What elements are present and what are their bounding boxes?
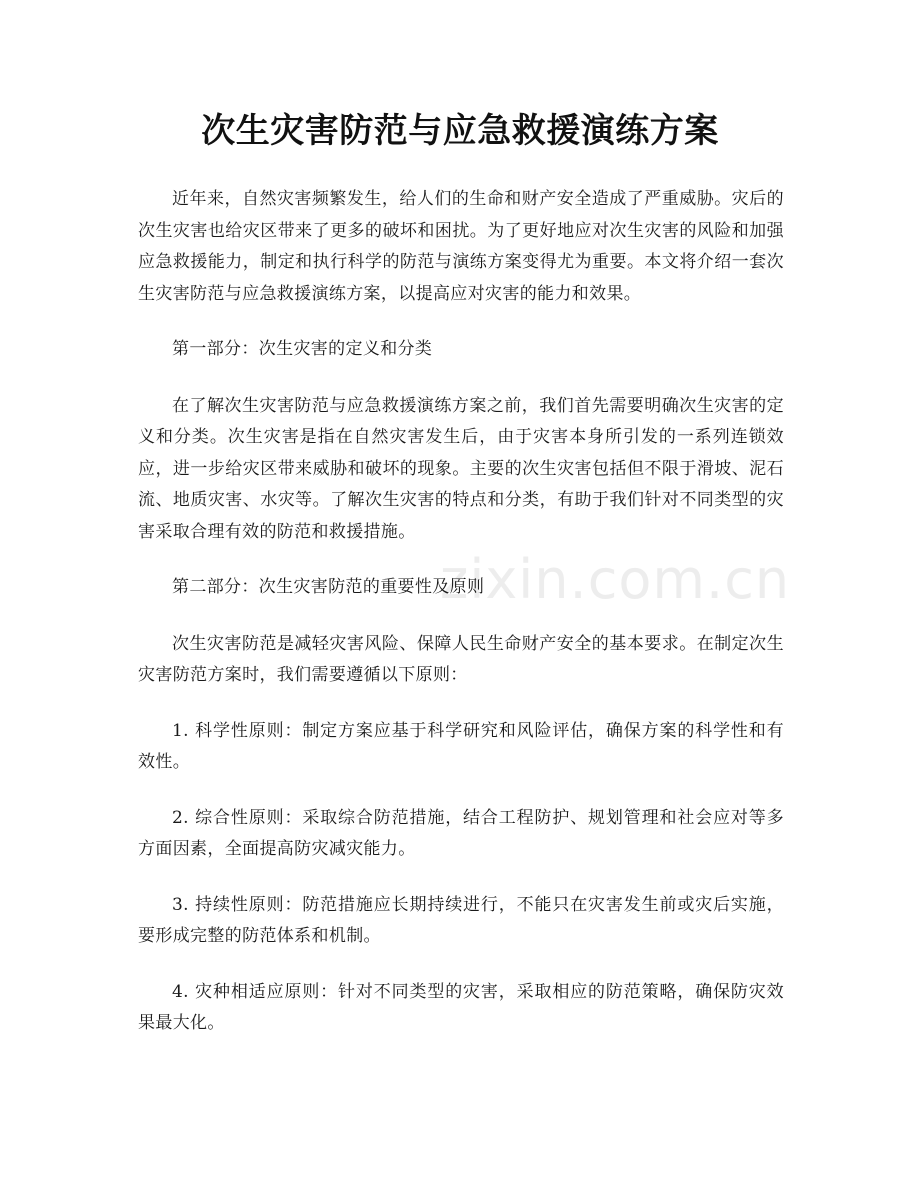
principle-item-2: 2. 综合性原则：采取综合防范措施，结合工程防护、规划管理和社会应对等多方面因素，全面提高防灾减灾能力。 (138, 807, 784, 859)
document-title: 次生灾害防范与应急救援演练方案 (201, 111, 719, 151)
principles-intro-paragraph: 次生灾害防范是减轻灾害风险、保障人民生命财产安全的基本要求。在制定次生灾害防范方案时，我们需要遵循以下原则： (138, 633, 784, 685)
section-heading-part1: 第一部分：次生灾害的定义和分类 (172, 339, 433, 359)
intro-paragraph: 近年来，自然灾害频繁发生，给人们的生命和财产安全造成了严重威胁。灾后的次生灾害也给灾区带来了更多的破坏和困扰。为了更好地应对次生灾害的风险和加强应急救援能力，制定和执行科学的防范与演练方案变得尤为重要。本文将介绍一套次生灾害防范与应急救援演练方案，以提高应对灾害的能力和效果。 (138, 189, 784, 304)
principle-item-3: 3. 持续性原则：防范措施应长期持续进行，不能只在灾害发生前或灾后实施，要形成完整的防范体系和机制。 (138, 894, 784, 946)
section-heading-part2: 第二部分：次生灾害防范的重要性及原则 (172, 577, 485, 597)
principle-item-4: 4. 灾种相适应原则：针对不同类型的灾害，采取相应的防范策略，确保防灾效果最大化。 (138, 981, 784, 1033)
principle-item-1: 1. 科学性原则：制定方案应基于科学研究和风险评估，确保方案的科学性和有效性。 (138, 720, 784, 772)
watermark: zixin.com.cn (440, 548, 791, 611)
document-body (138, 184, 784, 1064)
definition-paragraph: 在了解次生灾害防范与应急救援演练方案之前，我们首先需要明确次生灾害的定义和分类。次生灾害是指在自然灾害发生后，由于灾害本身所引发的一系列连锁效应，进一步给灾区带来威胁和破坏的现象。主要的次生灾害包括但不限于滑坡、泥石流、地质灾害、水灾等。了解次生灾害的特点和分类，有助于我们针对不同类型的灾害采取合理有效的防范和救援措施。 (138, 395, 784, 542)
